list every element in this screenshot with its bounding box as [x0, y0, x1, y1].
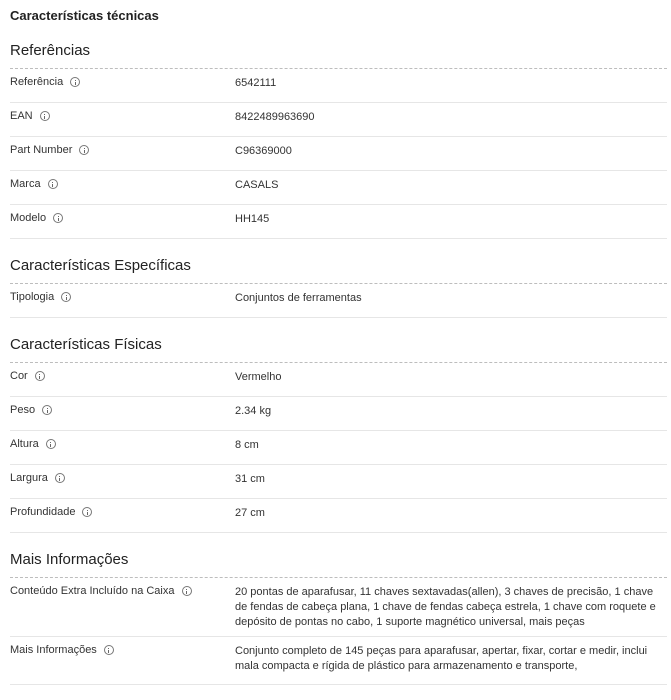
info-circle-icon[interactable]: [35, 371, 45, 381]
spec-value: 2.34 kg: [235, 405, 272, 417]
spec-value: 6542111: [235, 77, 277, 89]
page-title: Características técnicas: [10, 8, 159, 23]
spec-label: Referência: [10, 76, 64, 88]
section-title: Referências: [10, 42, 91, 59]
spec-value: Conjuntos de ferramentas: [235, 292, 362, 304]
section-title: Mais Informações: [10, 551, 129, 568]
section-header: [10, 34, 667, 69]
spec-label-cell: [10, 472, 235, 498]
info-circle-icon[interactable]: [82, 507, 92, 517]
spec-value: 20 pontas de aparafusar, 11 chaves sextavadas(allen), 3 chaves de precisão, 1 chave de fendas de cabeça plana, 1 chave de fendas cabeça estrela, 1 chave com roquete e depósito de pontas no cabo, 1 suporte magnético universal, mais peças: [235, 586, 656, 628]
spec-label-cell: [10, 144, 235, 170]
spec-label-cell: [10, 76, 235, 102]
spec-row-conteudo-extra-incluido-na-caixa: [10, 578, 667, 637]
spec-label-cell: [10, 110, 235, 136]
spec-label: Peso: [10, 404, 36, 416]
spec-value: Vermelho: [235, 371, 282, 383]
info-circle-icon[interactable]: [79, 145, 89, 155]
section-referencias: [10, 34, 667, 239]
section-caracteristicas-especificas: [10, 239, 667, 318]
spec-value: 27 cm: [235, 507, 265, 519]
info-circle-icon[interactable]: [53, 213, 63, 223]
spec-value: 8 cm: [235, 439, 259, 451]
spec-value: CASALS: [235, 179, 279, 191]
section-title: Características Específicas: [10, 257, 191, 274]
section-title: Características Físicas: [10, 336, 162, 353]
spec-label-cell: [10, 178, 235, 204]
spec-value: C96369000: [235, 145, 292, 157]
info-circle-icon[interactable]: [42, 405, 52, 415]
info-circle-icon[interactable]: [46, 439, 56, 449]
spec-value: 31 cm: [235, 473, 265, 485]
info-circle-icon[interactable]: [182, 586, 192, 596]
spec-value: Conjunto completo de 145 peças para aparafusar, apertar, fixar, cortar e medir, inclui mala compacta e rígida de plástico para armazenamento e transporte,: [235, 645, 648, 672]
spec-label-cell: [10, 644, 235, 684]
spec-row-ean: [10, 103, 667, 137]
spec-label-cell: [10, 404, 235, 430]
spec-label: Marca: [10, 178, 41, 190]
spec-label-cell: [10, 438, 235, 464]
spec-label-cell: [10, 370, 235, 396]
spec-value: HH145: [235, 213, 270, 225]
info-circle-icon[interactable]: [48, 179, 58, 189]
spec-row-part-number: [10, 137, 667, 171]
sections-container: [10, 34, 667, 685]
spec-label-cell: [10, 212, 235, 238]
spec-row-marca: [10, 171, 667, 205]
spec-label: Largura: [10, 472, 48, 484]
spec-row-mais-informacoes: [10, 637, 667, 685]
spec-label: Part Number: [10, 144, 73, 156]
spec-row-peso: [10, 397, 667, 431]
spec-row-cor: [10, 363, 667, 397]
section-header: [10, 318, 667, 363]
spec-label: Conteúdo Extra Incluído na Caixa: [10, 585, 175, 597]
spec-row-tipologia: [10, 284, 667, 318]
spec-label-cell: [10, 585, 235, 636]
spec-label: EAN: [10, 110, 33, 122]
spec-label: Modelo: [10, 212, 47, 224]
spec-row-profundidade: [10, 499, 667, 533]
spec-value: 8422489963690: [235, 111, 315, 123]
spec-row-modelo: [10, 205, 667, 239]
spec-label-cell: [10, 291, 235, 317]
info-circle-icon[interactable]: [55, 473, 65, 483]
section-header: [10, 239, 667, 284]
spec-label: Tipologia: [10, 291, 55, 303]
info-circle-icon[interactable]: [61, 292, 71, 302]
section-mais-informacoes: [10, 533, 667, 685]
spec-row-referencia: [10, 69, 667, 103]
section-caracteristicas-fisicas: [10, 318, 667, 533]
section-header: [10, 533, 667, 578]
info-circle-icon[interactable]: [104, 645, 114, 655]
spec-row-altura: [10, 431, 667, 465]
spec-label: Altura: [10, 438, 39, 450]
spec-label-cell: [10, 506, 235, 532]
spec-row-largura: [10, 465, 667, 499]
info-circle-icon[interactable]: [70, 77, 80, 87]
info-circle-icon[interactable]: [40, 111, 50, 121]
spec-label: Profundidade: [10, 506, 76, 518]
spec-label: Mais Informações: [10, 644, 97, 656]
spec-label: Cor: [10, 370, 28, 382]
